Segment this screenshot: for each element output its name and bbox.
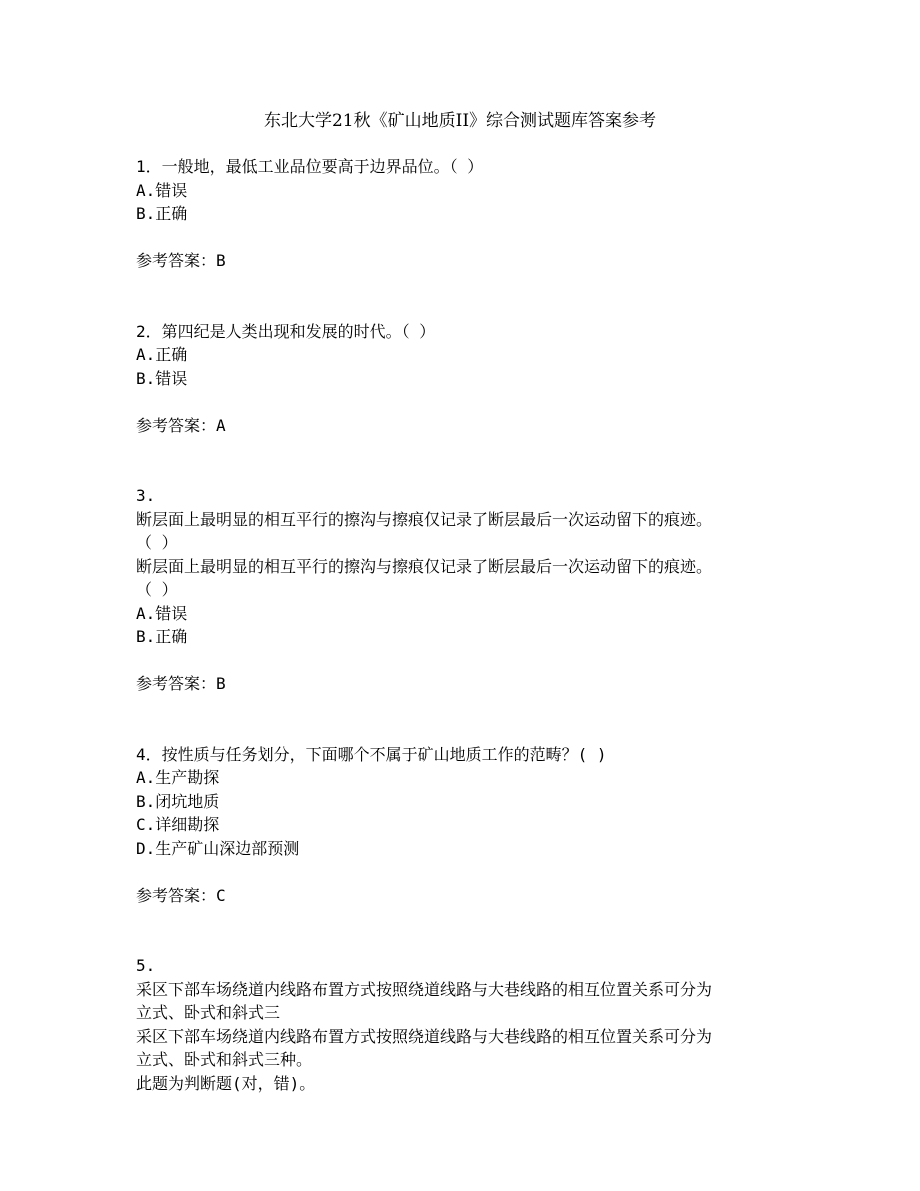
question-3 — [136, 484, 816, 696]
answer-line: 参考答案：B — [136, 251, 226, 270]
question-stem-repeat: 采区下部车场绕道内线路布置方式按照绕道线路与大巷线路的相互位置关系可分为 — [136, 1026, 713, 1046]
option-b: B.正确 — [136, 204, 188, 223]
question-number: 5. — [136, 956, 156, 975]
option-d: D.生产矿山深边部预测 — [136, 838, 300, 858]
question-stem-repeat: 断层面上最明显的相互平行的擦沟与擦痕仅记录了断层最后一次运动留下的痕迹。 — [136, 556, 713, 576]
question-stem: 断层面上最明显的相互平行的擦沟与擦痕仅记录了断层最后一次运动留下的痕迹。 — [136, 509, 713, 529]
question-4 — [136, 743, 816, 908]
question-stem: 2．第四纪是人类出现和发展的时代。（ ） — [136, 321, 436, 341]
question-stem-cont: 立式、卧式和斜式三 — [136, 1003, 281, 1022]
option-a: A.生产勘探 — [136, 768, 220, 787]
option-b: B.错误 — [136, 368, 188, 388]
option-b: B.闭坑地质 — [136, 791, 220, 811]
question-1 — [136, 155, 816, 273]
question-stem-bracket: （ ） — [136, 580, 178, 599]
answer-line: 参考答案：A — [136, 415, 226, 435]
question-stem-bracket: （ ） — [136, 533, 178, 552]
question-stem: 4．按性质与任务划分，下面哪个不属于矿山地质工作的范畴？( ) — [136, 744, 607, 764]
option-c: C.详细勘探 — [136, 815, 220, 834]
answer-line: 参考答案：B — [136, 674, 226, 693]
question-note: 此题为判断题(对，错)。 — [136, 1073, 316, 1093]
option-a: A.错误 — [136, 603, 188, 623]
question-number: 3. — [136, 486, 156, 505]
question-stem: 1．一般地，最低工业品位要高于边界品位。（ ） — [136, 157, 484, 176]
question-stem-cont: 立式、卧式和斜式三种。 — [136, 1050, 313, 1069]
document-title: 东北大学21秋《矿山地质II》综合测试题库答案参考 — [263, 111, 657, 131]
option-b: B.正确 — [136, 627, 188, 646]
question-2 — [136, 320, 816, 438]
answer-line: 参考答案：C — [136, 885, 226, 905]
question-stem: 采区下部车场绕道内线路布置方式按照绕道线路与大巷线路的相互位置关系可分为 — [136, 979, 713, 999]
option-a: A.错误 — [136, 180, 188, 200]
question-list — [136, 155, 816, 1095]
question-5 — [136, 954, 816, 1095]
option-a: A.正确 — [136, 345, 188, 364]
